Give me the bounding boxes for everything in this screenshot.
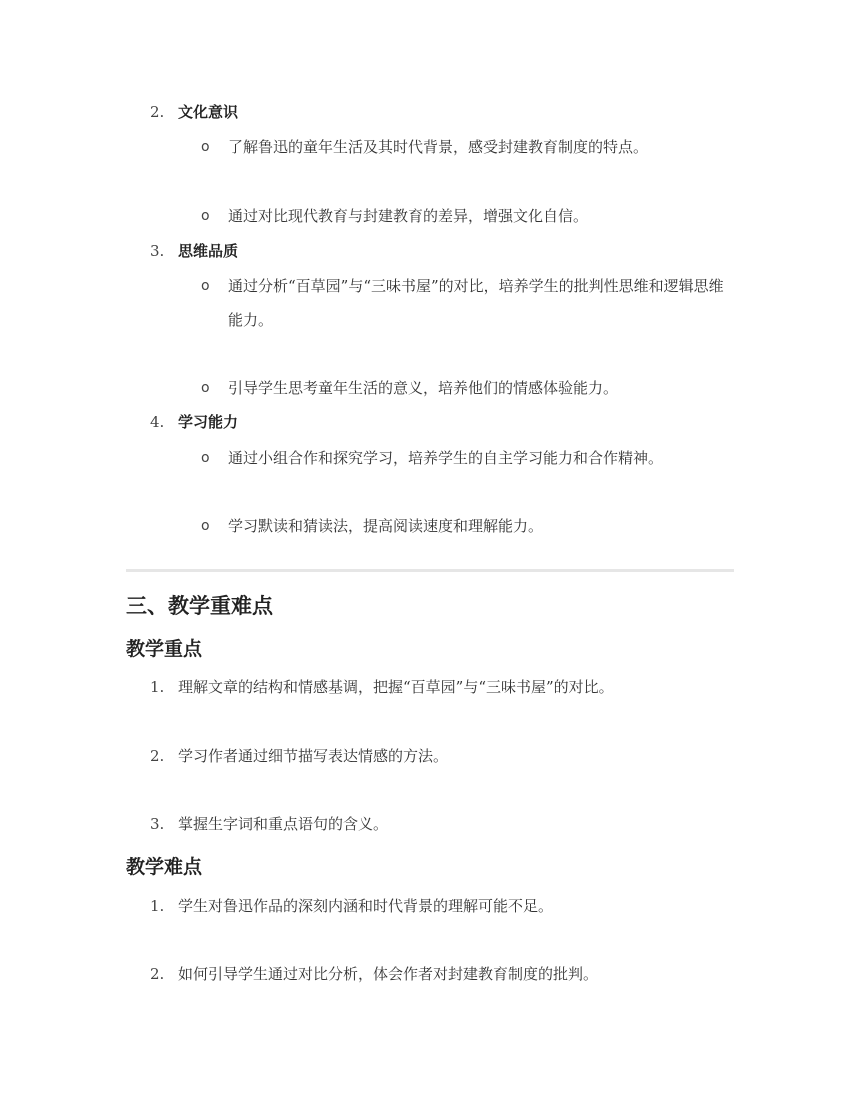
section-heading: 三、教学重难点 [126, 594, 273, 618]
list-number: 4. [150, 413, 165, 431]
list-number: 1. [150, 678, 165, 696]
bullet-text: 通过对比现代教育与封建教育的差异，增强文化自信。 [228, 207, 589, 225]
difficult-point-text: 如何引导学生通过对比分析，体会作者对封建教育制度的批判。 [178, 965, 599, 983]
bullet-item [201, 269, 736, 337]
subsection-heading-difficult-points: 教学难点 [126, 856, 203, 878]
bullet-item [201, 441, 736, 475]
difficult-point-item [150, 963, 598, 985]
key-point-text: 理解文章的结构和情感基调，把握“百草园”与“三味书屋”的对比。 [178, 678, 614, 696]
key-point-item [150, 745, 448, 767]
objective-item [150, 411, 238, 433]
section-divider [126, 569, 734, 572]
bullet-item [201, 130, 736, 164]
objective-title: 学习能力 [178, 413, 239, 431]
difficult-point-text: 学生对鲁迅作品的深刻内涵和时代背景的理解可能不足。 [178, 897, 554, 915]
difficult-point-item [150, 895, 553, 917]
bullet-text: 了解鲁迅的童年生活及其时代背景，感受封建教育制度的特点。 [228, 138, 649, 156]
bullet-marker: o [201, 518, 210, 534]
bullet-marker: o [201, 278, 210, 294]
key-point-text: 掌握生字词和重点语句的含义。 [178, 815, 389, 833]
bullet-marker: o [201, 380, 210, 396]
bullet-text: 通过分析“百草园”与“三味书屋”的对比，培养学生的批判性思维和逻辑思维能力。 [228, 277, 724, 329]
objective-title: 思维品质 [178, 242, 239, 260]
list-number: 2. [150, 103, 165, 121]
subsection-heading-key-points: 教学重点 [126, 638, 203, 660]
bullet-marker: o [201, 450, 210, 466]
bullet-item [201, 371, 736, 405]
list-number: 3. [150, 815, 165, 833]
bullet-text: 引导学生思考童年生活的意义，培养他们的情感体验能力。 [228, 379, 619, 397]
key-point-text: 学习作者通过细节描写表达情感的方法。 [178, 747, 449, 765]
objective-item [150, 101, 238, 123]
list-number: 2. [150, 747, 165, 765]
bullet-item [201, 509, 736, 543]
bullet-marker: o [201, 208, 210, 224]
bullet-text: 通过小组合作和探究学习，培养学生的自主学习能力和合作精神。 [228, 449, 664, 467]
bullet-item [201, 199, 736, 233]
list-number: 2. [150, 965, 165, 983]
list-number: 1. [150, 897, 165, 915]
objective-item [150, 240, 238, 262]
bullet-marker: o [201, 139, 210, 155]
objective-title: 文化意识 [178, 103, 239, 121]
bullet-text: 学习默读和猜读法，提高阅读速度和理解能力。 [228, 517, 544, 535]
key-point-item [150, 676, 614, 698]
list-number: 3. [150, 242, 165, 260]
key-point-item [150, 813, 388, 835]
